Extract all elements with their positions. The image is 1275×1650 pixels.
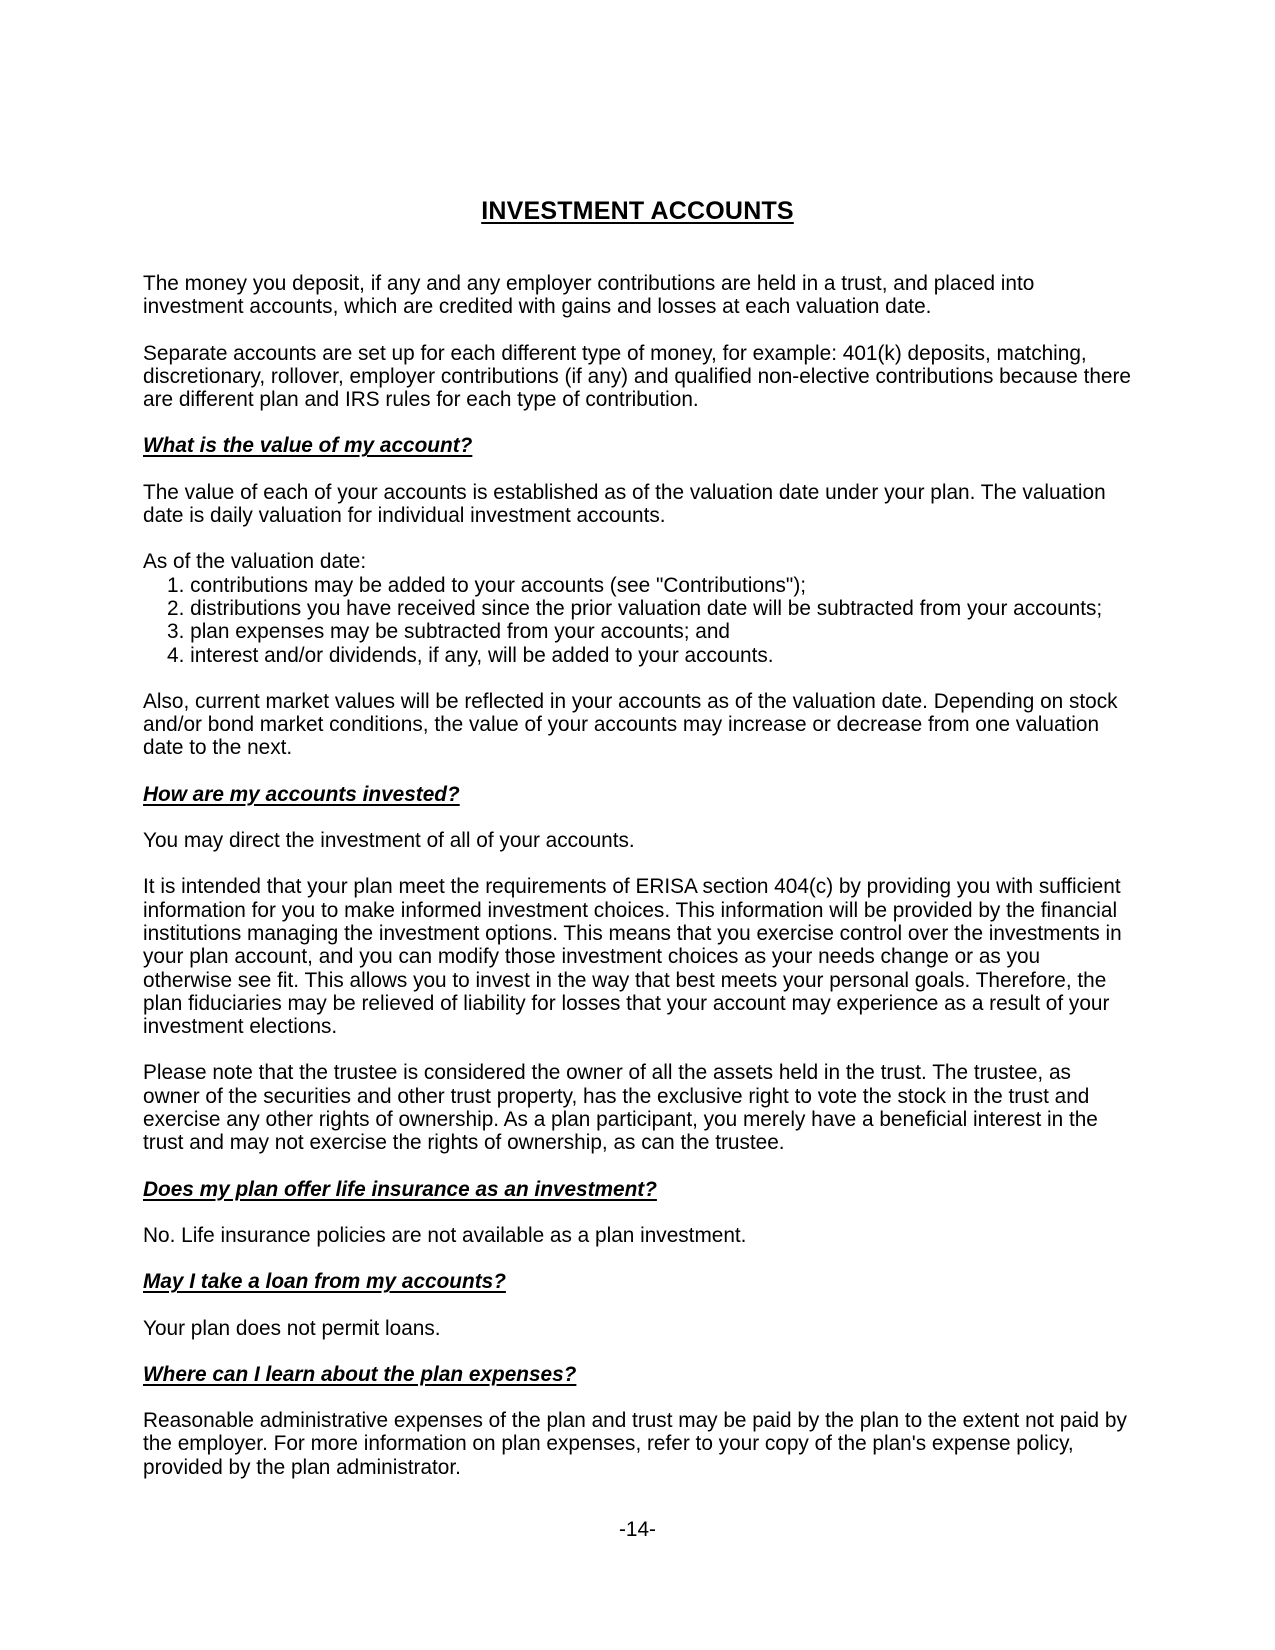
page-number: -14-: [619, 1518, 656, 1541]
heading-account-value: What is the value of my account?: [143, 434, 473, 458]
document-content: [143, 197, 1132, 1479]
list-item-distributions: 2. distributions you have received since the prior valuation date will be subtracted from your accounts;: [167, 596, 1103, 620]
list-item-interest-dividends: 4. interest and/or dividends, if any, will be added to your accounts.: [167, 643, 774, 667]
valuation-list-intro: As of the valuation date:: [143, 550, 367, 574]
heading-loans: May I take a loan from my accounts?: [143, 1270, 506, 1294]
loans-paragraph: Your plan does not permit loans.: [143, 1316, 441, 1340]
list-item-expenses: 3. plan expenses may be subtracted from your accounts; and: [167, 620, 730, 644]
trustee-ownership-paragraph: Please note that the trustee is considered the owner of all the assets held in the trust. The trustee, as owner of the securities and other trust property, has the exclusive right to vote the stock in the trust and exercise any other rights of ownership. As a plan participant, you merely have a beneficial interest in the trust and may not exercise the rights of ownership, as can the trustee.: [143, 1061, 1098, 1155]
heading-life-insurance: Does my plan offer life insurance as an investment?: [143, 1177, 657, 1201]
plan-expenses-paragraph: Reasonable administrative expenses of the plan and trust may be paid by the plan to the extent not paid by the employer. For more information on plan expenses, refer to your copy of the plan's expense policy, provided by the plan administrator.: [143, 1409, 1127, 1479]
account-value-paragraph: The value of each of your accounts is established as of the valuation date under your plan. The valuation date is daily valuation for individual investment accounts.: [143, 480, 1106, 528]
life-insurance-paragraph: No. Life insurance policies are not available as a plan investment.: [143, 1223, 747, 1247]
valuation-date-list: [143, 574, 1132, 667]
intro-paragraph-2: Separate accounts are set up for each different type of money, for example: 401(k) deposits, matching, discretionary, rollover, employer contributions (if any) and qualified non-elective contributions because there are different plan and IRS rules for each type of contribution.: [143, 341, 1131, 412]
heading-accounts-invested: How are my accounts invested?: [143, 782, 460, 806]
market-values-paragraph: Also, current market values will be reflected in your accounts as of the valuation date. Depending on stock and/or bond market conditions, the value of your accounts may increase or decrease from one valuation date to the next.: [143, 689, 1118, 760]
erisa-404c-paragraph: It is intended that your plan meet the requirements of ERISA section 404(c) by providing you with sufficient information for you to make informed investment choices. This information will be provided by the financial institutions managing the investment options. This means that you exercise control over the investments in your plan account, and you can modify those investment choices as your needs change or as you otherwise see fit. This allows you to invest in the way that best meets your personal goals. Therefore, the plan fiduciaries may be relieved of liability for losses that your account may experience as a result of your investment elections.: [143, 875, 1122, 1039]
list-item-contributions: 1. contributions may be added to your accounts (see "Contributions");: [167, 573, 807, 597]
heading-plan-expenses: Where can I learn about the plan expenses?: [143, 1362, 577, 1386]
direct-investment-paragraph: You may direct the investment of all of your accounts.: [143, 829, 635, 853]
intro-paragraph-1: The money you deposit, if any and any employer contributions are held in a trust, and placed into investment accounts, which are credited with gains and losses at each valuation date.: [143, 272, 1035, 319]
page-title: INVESTMENT ACCOUNTS: [481, 197, 794, 225]
